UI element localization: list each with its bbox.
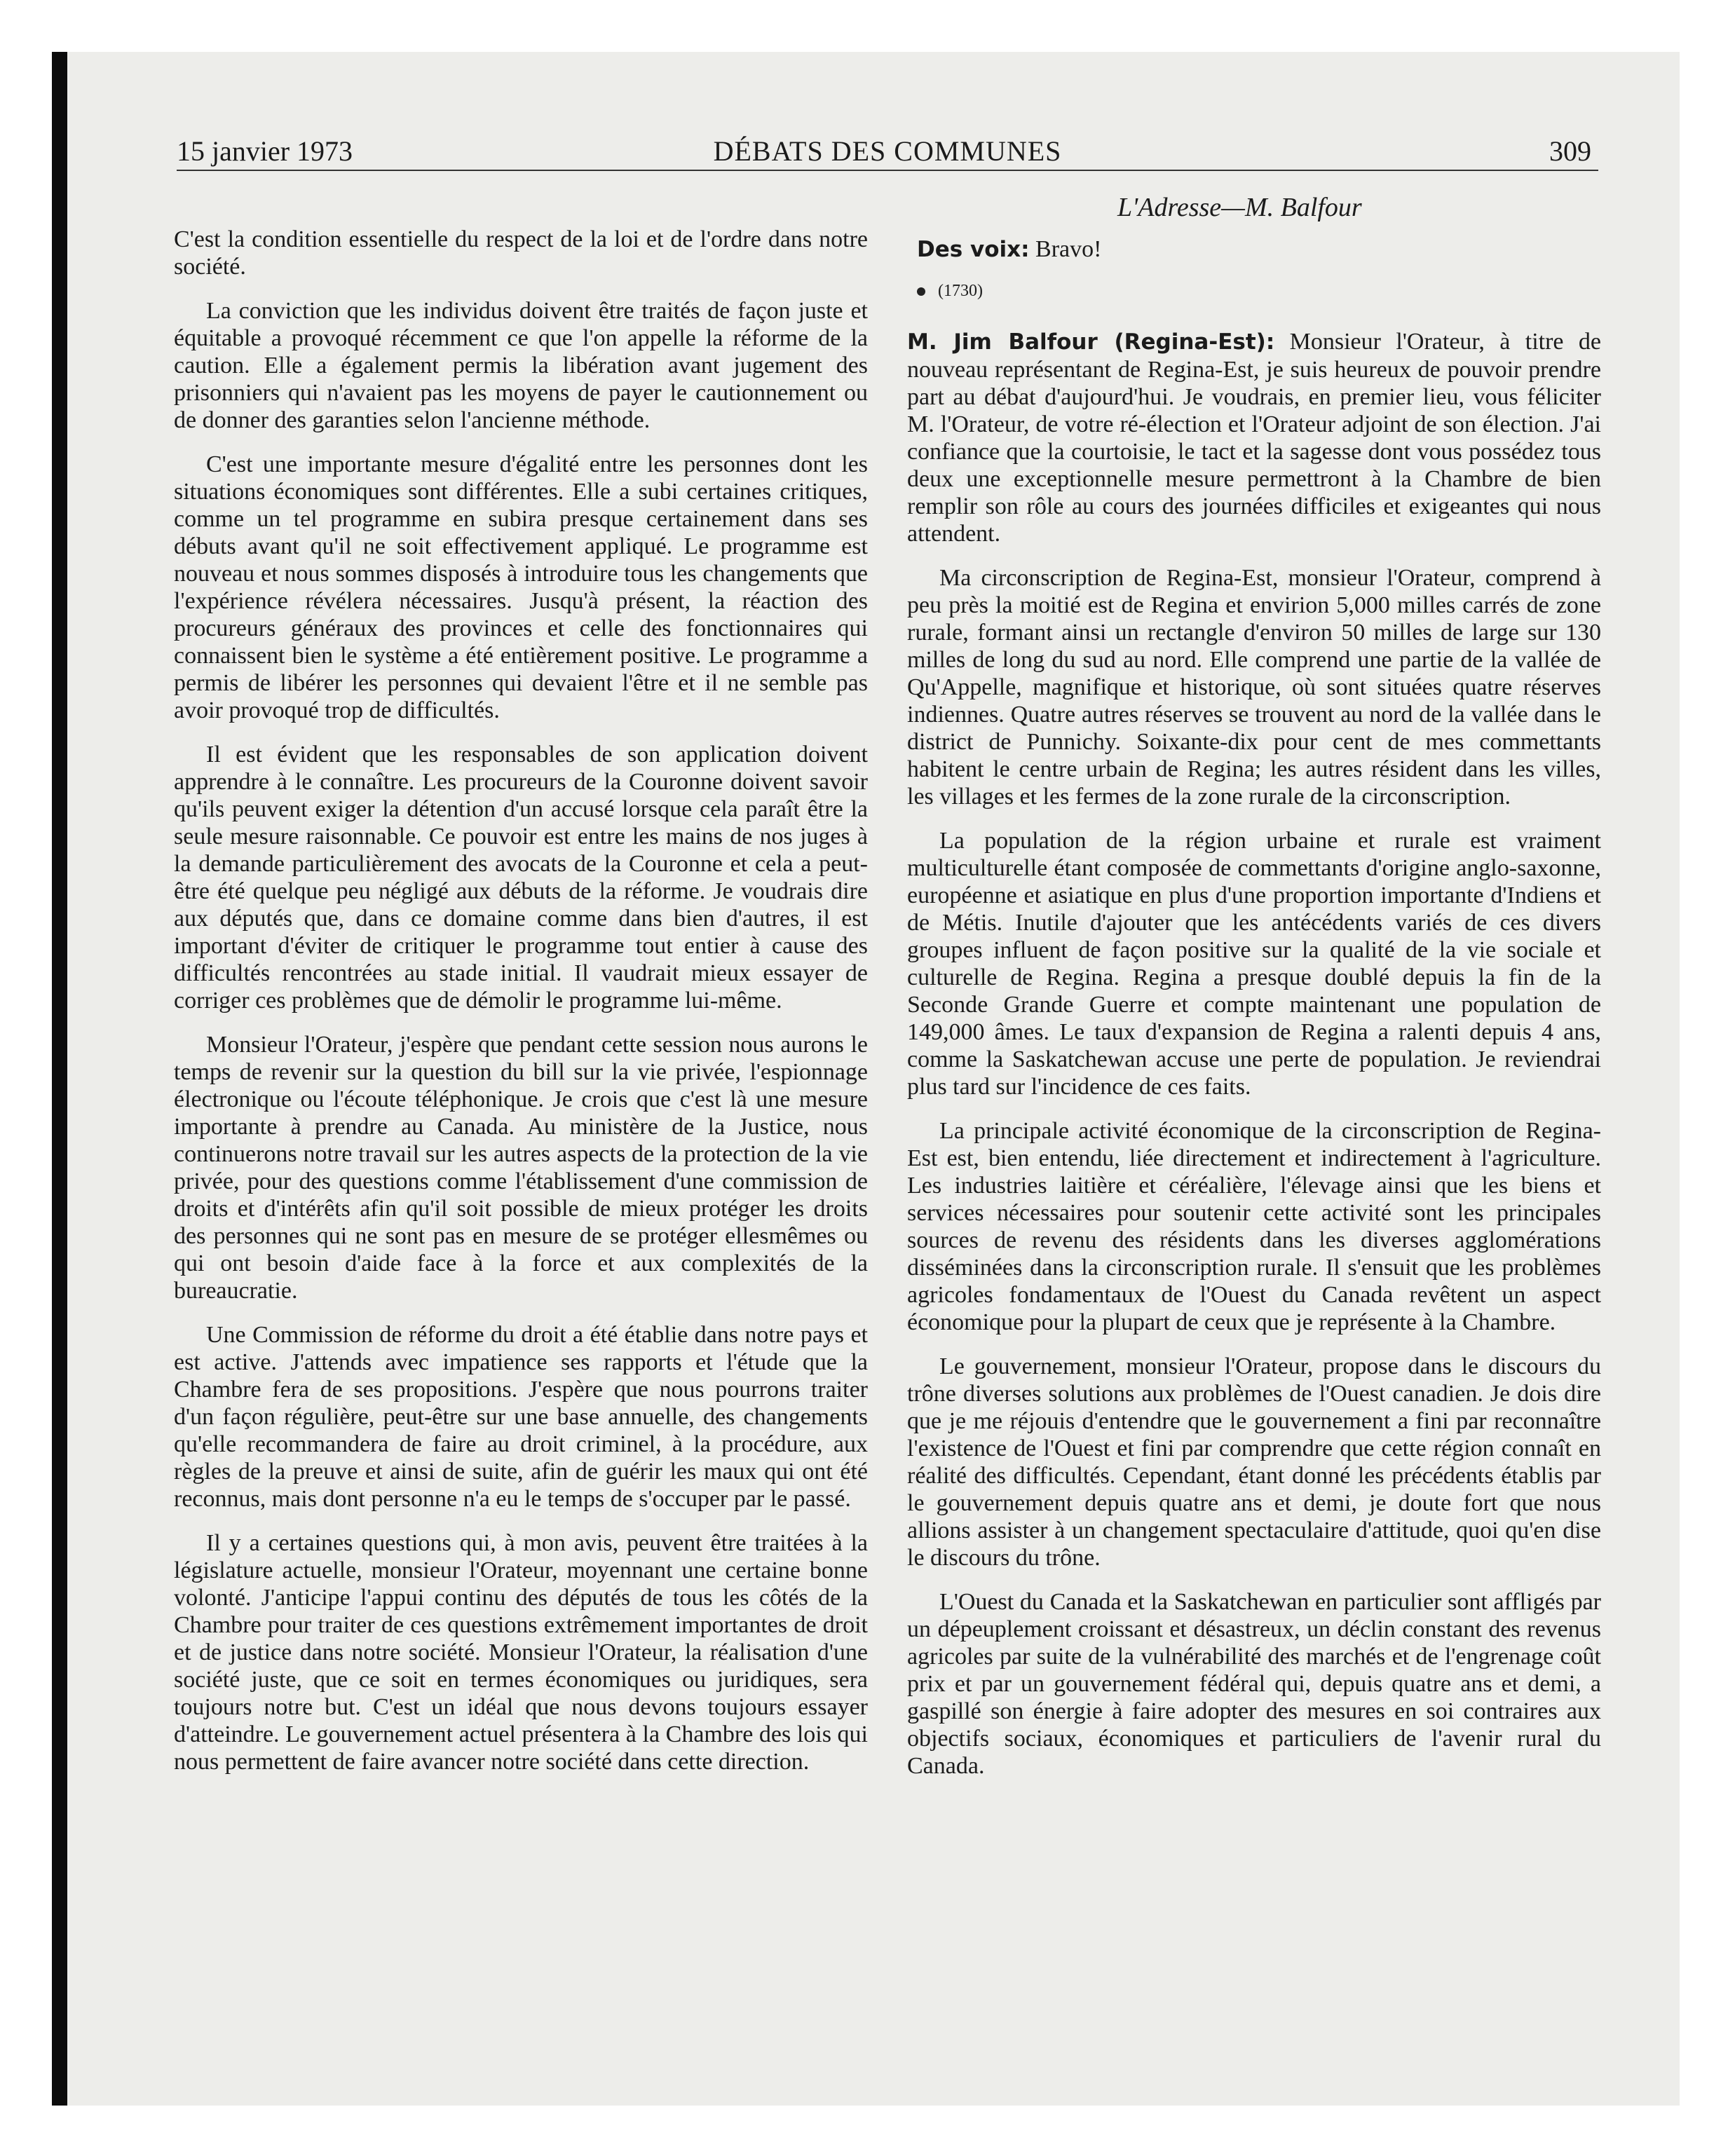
- running-header: [177, 135, 1598, 171]
- paragraph: La conviction que les individus doivent être traités de façon juste et équitable a provoqué récemment ce que l'on appelle la réforme de la caution. Elle a également permis la libération avant jugement des prisonniers qui n'avaient pas les moyens de payer le cautionnement ou de donner des garanties selon l'ancienne méthode.: [174, 298, 868, 433]
- paragraph: Il y a certaines questions qui, à mon avis, peuvent être traitées à la législature actuelle, monsieur l'Orateur, moyennant une certaine bonne volonté. J'anticipe l'appui continu des députés de tous les côtés de la Chambre pour traiter de ces questions extrêmement importantes de droit et de justice dans notre société. Monsieur l'Orateur, la réalisation d'une société juste, que ce soit en termes économiques ou juridiques, sera toujours notre but. C'est un idéal que nous devons toujours essayer d'atteindre. Le gouvernement actuel présentera à la Chambre des lois qui nous permettent de faire avancer notre société dans cette direction.: [174, 1530, 868, 1775]
- right-column: [907, 226, 1601, 1796]
- paragraph: La principale activité économique de la circonscription de Regina-Est est, bien entendu, liée directement et indirectement à l'agriculture. Les industries laitière et céréalière, l'élevage ainsi que les biens et services nécessaires pour soutenir cette activité sont les principales sources de revenu des résidents dans les diverses agglomérations disséminées dans la circonscription rurale. Il s'ensuit que les problèmes agricoles fondamentaux de l'Ouest du Canada revêtent un aspect économique pour la plupart de ceux que je représente à la Chambre.: [907, 1118, 1601, 1335]
- paragraph: Ma circonscription de Regina-Est, monsieur l'Orateur, comprend à peu près la moitié est de Regina et envirion 5,000 milles carrés de zone rurale, formant ainsi un rectangle d'environ 50 milles de large sur 130 milles de long du sud au nord. Elle comprend une partie de la vallée de Qu'Appelle, magnifique et historique, où sont situées quatre réserves indiennes. Quatre autres réserves se trouvent au nord de la vallée dans le district de Punnichy. Soixante-dix pour cent de mes commettants habitent le centre urbain de Regina; les autres résident dans les villes, les villages et les fermes de la zone rurale de la circonscription.: [907, 565, 1601, 810]
- timestamp: [917, 280, 1601, 301]
- paragraph: La population de la région urbaine et rurale est vraiment multiculturelle étant composée de commettants d'origine anglo-saxonne, européenne et asiatique en plus d'une proportion importante d'Indiens et de Métis. Inutile d'ajouter que les antécédents variés de ces divers groupes influent de façon positive sur la qualité de la vie sociale et culturelle de Regina. Regina a presque doublé depuis la fin de la Seconde Grande Guerre et compte maintenant une population de 149,000 âmes. Le taux d'expansion de Regina a ralenti depuis 4 ans, comme la Saskatchewan accuse une perte de population. Je reviendrai plus tard sur l'incidence de ces faits.: [907, 828, 1601, 1100]
- running-title: L'Adresse—M. Balfour: [1117, 193, 1362, 222]
- paragraph: Une Commission de réforme du droit a été établie dans notre pays et est active. J'attends avec impatience ses rapports et l'étude que la Chambre fera de ses propositions. J'espère que nous pourrons traiter d'un façon régulière, peut-être sur une base annuelle, des changements qu'elle recommandera de faire au droit criminel, à la procédure, aux règles de la preuve et ainsi de suite, afin de guérir les maux qui ont été reconnus, mais dont personne n'a eu le temps de s'occuper par le passé.: [174, 1322, 868, 1512]
- scan-border: [52, 52, 67, 2106]
- bullet-icon: [917, 287, 925, 296]
- header-publication: DÉBATS DES COMMUNES: [713, 135, 1062, 167]
- speech-speaker: M. Jim Balfour (Regina-Est):: [907, 329, 1275, 355]
- header-page-number: 309: [1549, 135, 1591, 167]
- paragraph: C'est une importante mesure d'égalité entre les personnes dont les situations économiques sont différentes. Elle a subi certaines critiques, comme un tel programme en subira presque certainement dans ses débuts avant qu'il ne soit effectivement appliqué. Le programme est nouveau et nous sommes disposés à introduire tous les changements que l'expérience révélera nécessaires. Jusqu'à présent, la réaction des procureurs généraux des provinces et celle des fonctionnaires qui connaissent bien le système a été entièrement positive. Le programme a permis de libérer les personnes qui devaient l'être et il ne semble pas avoir provoqué trop de difficultés.: [174, 451, 868, 723]
- interjection-text: Bravo!: [1035, 236, 1102, 262]
- timestamp-text: (1730): [938, 282, 983, 300]
- speech-opening-text: Monsieur l'Orateur, à titre de nouveau représentant de Regina-Est, je suis heureux de pouvoir prendre part au débat d'aujourd'hui. Je voudrais, en premier lieu, vous féliciter M. l'Orateur, de votre ré-élection et l'Orateur adjoint de son élection. J'ai confiance que la courtoisie, le tact et la sagesse dont vous possédez tous deux une exceptionnelle mesure permettront à la Chambre de bien remplir son rôle au cours des journées difficiles et exigeantes qui nous attendent.: [907, 329, 1602, 547]
- left-column: [174, 226, 868, 1792]
- paragraph: C'est la condition essentielle du respect de la loi et de l'ordre dans notre société.: [174, 226, 868, 280]
- paragraph: L'Ouest du Canada et la Saskatchewan en particulier sont affligés par un dépeuplement croissant et désastreux, un déclin constant des revenus agricoles par suite de la vulnérabilité des marchés et de l'engrenage coût prix et par un gouvernement fédéral qui, depuis quatre ans et demi, a gaspillé son énergie à faire adopter des mesures en soi contraires aux objectifs sociaux, économiques et particuliers de l'avenir rural du Canada.: [907, 1589, 1601, 1779]
- speech-opening: [907, 328, 1601, 547]
- paragraph: Monsieur l'Orateur, j'espère que pendant cette session nous aurons le temps de revenir sur la question du bill sur la vie privée, l'espionnage électronique ou l'écoute téléphonique. Je crois que c'est là une mesure importante à prendre au Canada. Au ministère de la Justice, nous continuerons notre travail sur les autres aspects de la protection de la vie privée, pour des questions comme l'établissement d'une commission de droits et d'intérêts afin qu'il soit possible de mieux protéger les droits des personnes qui ne sont pas en mesure de se protéger ellesmêmes ou qui ont besoin d'aide face à la force et aux complexités de la bureaucratie.: [174, 1032, 868, 1304]
- interjection-speaker: Des voix:: [917, 237, 1030, 262]
- paragraph: Le gouvernement, monsieur l'Orateur, propose dans le discours du trône diverses solutions aux problèmes de l'Ouest canadien. Je dois dire que je me réjouis d'entendre que le gouvernement a fini par reconnaître l'existence de l'Ouest et fini par comprendre que cette région connaît en réalité des difficultés. Cependant, étant donné les précédents établis par le gouvernement depuis quatre ans et demi, je doute fort que nous allions assister à un changement spectaculaire d'attitude, quoi qu'en dise le discours du trône.: [907, 1353, 1601, 1571]
- interjection: [917, 236, 1601, 264]
- paragraph: Il est évident que les responsables de son application doivent apprendre à le connaître. Les procureurs de la Couronne doivent savoir qu'ils peuvent exiger la détention d'un accusé lorsque cela paraît être la seule mesure raisonnable. Ce pouvoir est entre les mains de nos juges à la demande particulièrement des avocats de la Couronne et cela a peut-être été quelque peu négligé aux débuts de la réforme. Je voudrais dire aux députés que, dans ce domaine comme dans bien d'autres, il est important d'éviter de critiquer le programme tout entier à cause des difficultés rencontrées au stade initial. Il vaudrait mieux essayer de corriger ces problèmes que de démolir le programme lui-même.: [174, 742, 868, 1014]
- header-date: 15 janvier 1973: [177, 135, 353, 167]
